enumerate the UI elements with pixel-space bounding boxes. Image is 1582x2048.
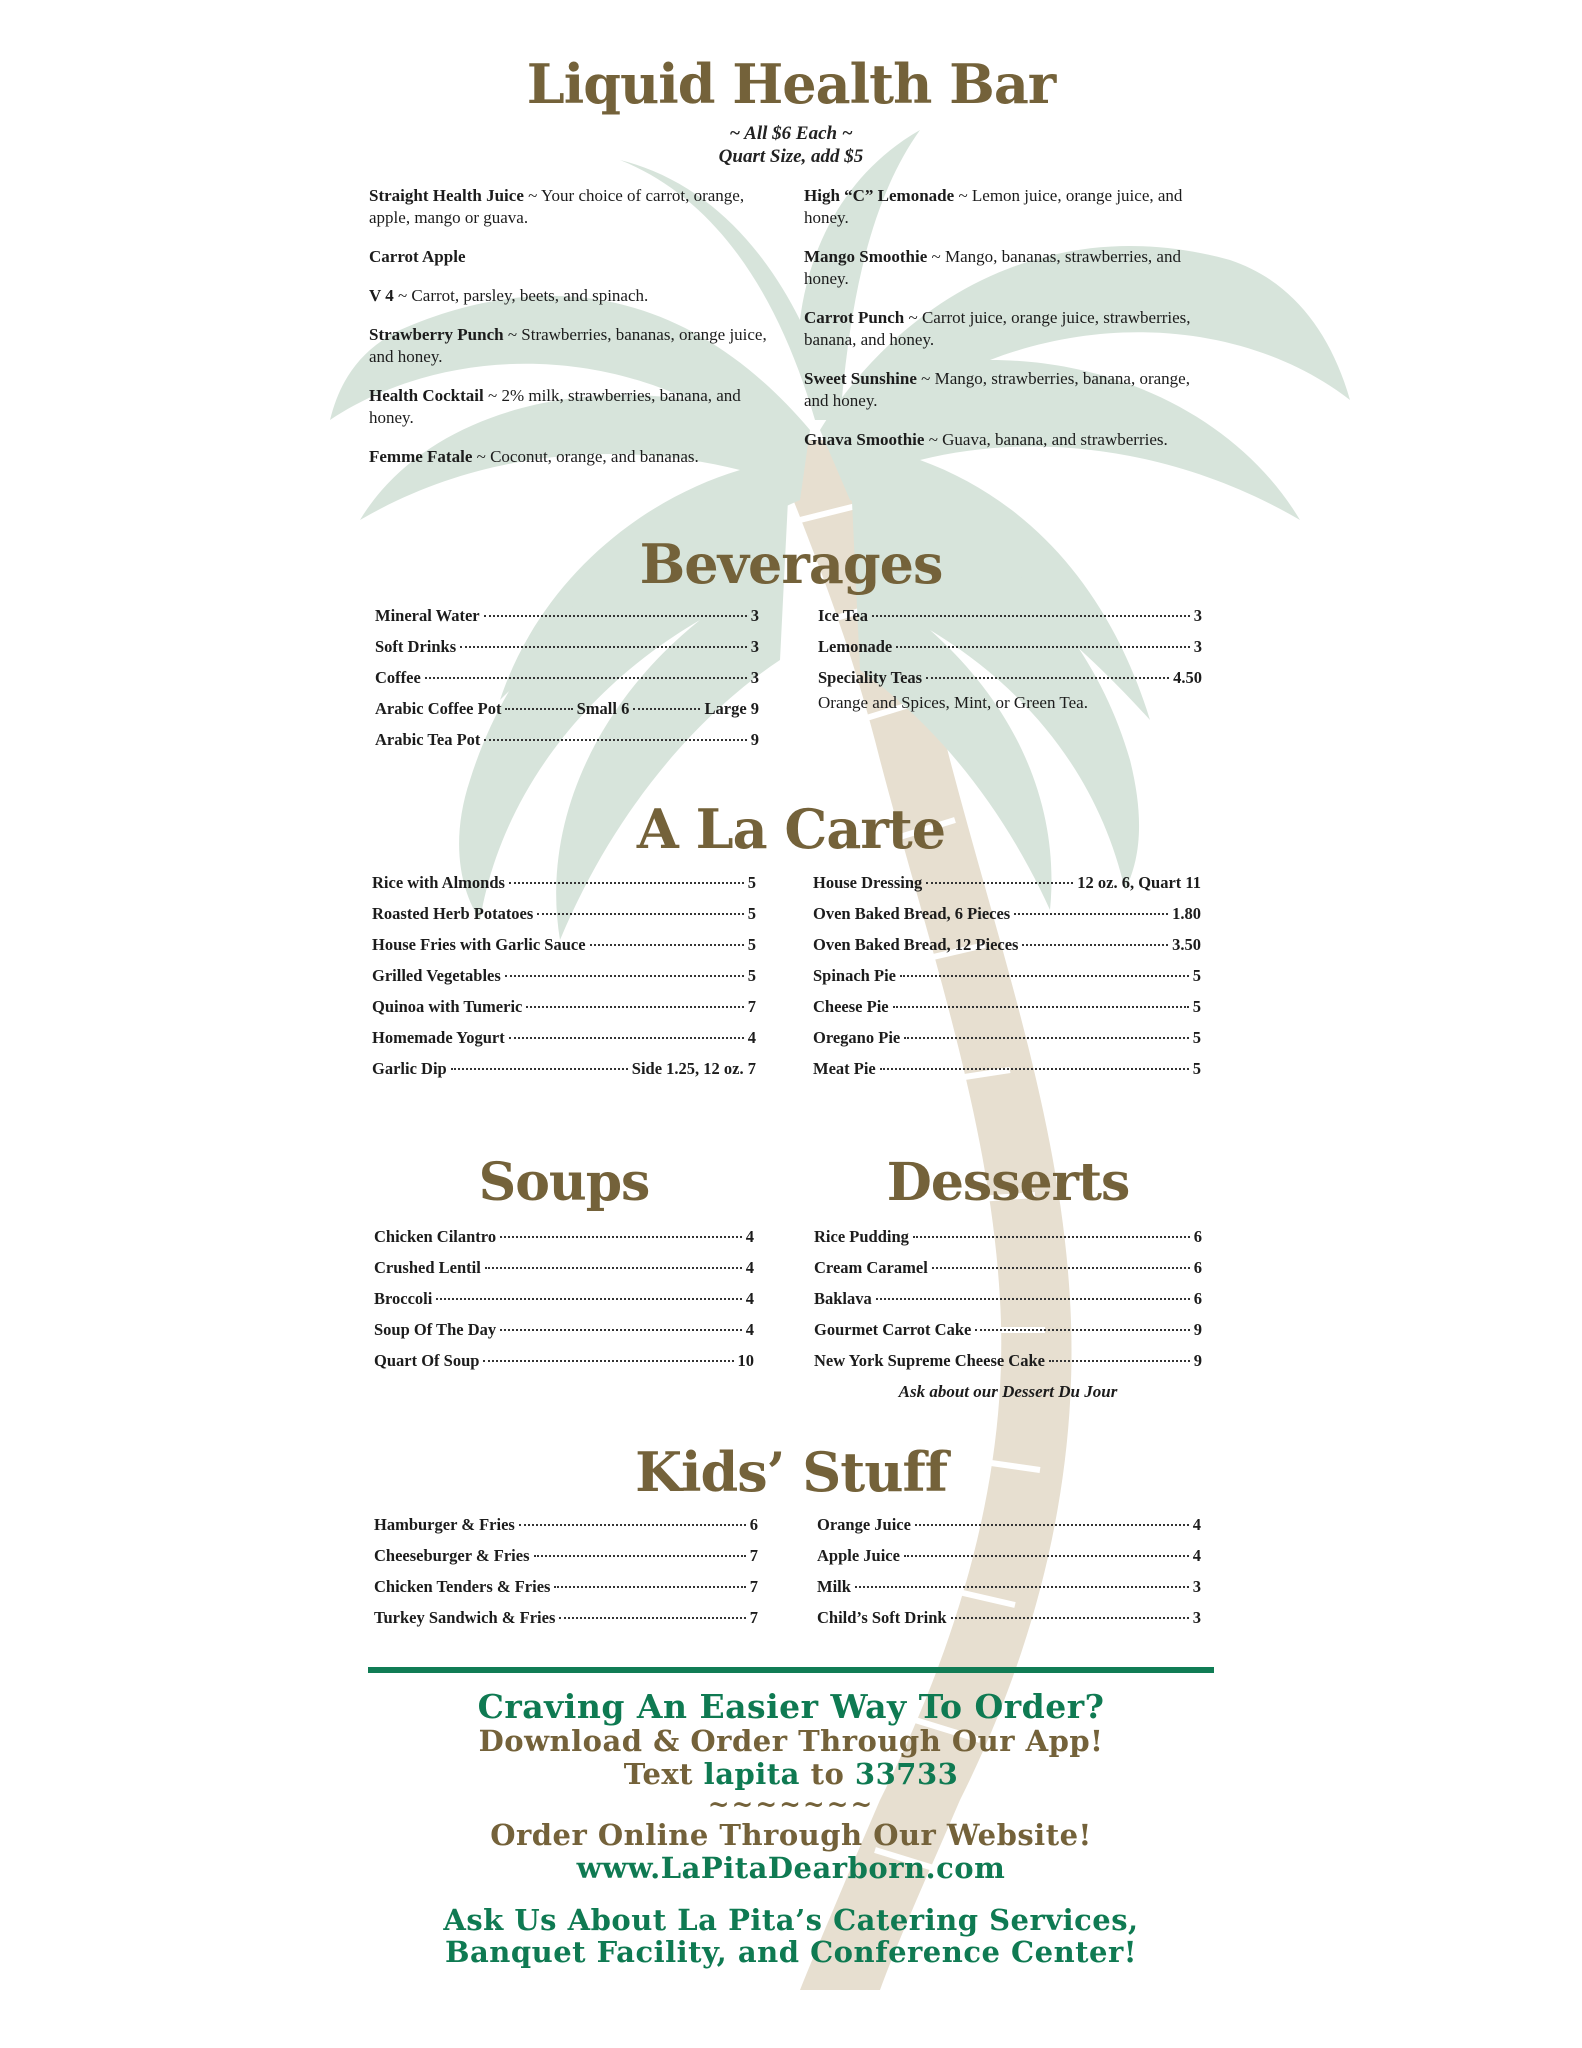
list-item: Oven Baked Bread, 12 Pieces 3.50 bbox=[813, 935, 1201, 954]
order-online-line: Order Online Through Our Website! bbox=[490, 1818, 1092, 1852]
kids-stuff-heading: Kids’ Stuff bbox=[635, 1440, 947, 1504]
list-item: Oregano Pie 5 bbox=[813, 1028, 1201, 1047]
list-item: Roasted Herb Potatoes 5 bbox=[372, 904, 756, 923]
list-item: Speciality Teas 4.50 bbox=[818, 668, 1202, 687]
a-la-carte-right-list bbox=[813, 873, 1201, 1090]
list-item: Turkey Sandwich & Fries 7 bbox=[374, 1608, 758, 1627]
list-item: Broccoli 4 bbox=[374, 1289, 754, 1308]
list-item: Baklava 6 bbox=[814, 1289, 1202, 1308]
liquid-health-bar-heading: Liquid Health Bar bbox=[526, 52, 1056, 116]
a-la-carte-heading: A La Carte bbox=[636, 797, 946, 861]
list-item: Rice Pudding 6 bbox=[814, 1227, 1202, 1246]
promo-headline: Craving An Easier Way To Order? bbox=[477, 1687, 1105, 1726]
juice-item: Strawberry Punch ~ Strawberries, bananas, orange juice, and honey. bbox=[369, 325, 767, 366]
list-item: Gourmet Carrot Cake 9 bbox=[814, 1320, 1202, 1339]
list-item: Cheese Pie 5 bbox=[813, 997, 1201, 1016]
list-item: Chicken Cilantro 4 bbox=[374, 1227, 754, 1246]
banquet-line: Banquet Facility, and Conference Center! bbox=[444, 1935, 1138, 1969]
juice-item: Guava Smoothie ~ Guava, banana, and strawberries. bbox=[804, 430, 1168, 449]
juice-item: Sweet Sunshine ~ Mango, strawberries, banana, orange, and honey. bbox=[804, 369, 1190, 410]
list-item: Rice with Almonds 5 bbox=[372, 873, 756, 892]
list-item: Oven Baked Bread, 6 Pieces 1.80 bbox=[813, 904, 1201, 923]
list-item: Cheeseburger & Fries 7 bbox=[374, 1546, 758, 1565]
list-item: Meat Pie 5 bbox=[813, 1059, 1201, 1078]
dessert-du-jour-note: Ask about our Dessert Du Jour bbox=[898, 1382, 1118, 1401]
soups-heading: Soups bbox=[478, 1152, 650, 1213]
list-item: Cream Caramel 6 bbox=[814, 1258, 1202, 1277]
quart-line: Quart Size, add $5 bbox=[718, 146, 864, 167]
juice-item: V 4 ~ Carrot, parsley, beets, and spinach. bbox=[369, 286, 649, 305]
list-item: Quart Of Soup 10 bbox=[374, 1351, 754, 1370]
text-order-line: Text lapita to 33733 bbox=[623, 1757, 959, 1791]
tea-note: Orange and Spices, Mint, or Green Tea. bbox=[818, 693, 1088, 712]
list-item: Orange Juice 4 bbox=[817, 1515, 1201, 1534]
list-item: Arabic Coffee Pot Small 6 Large 9 bbox=[375, 699, 760, 718]
a-la-carte-left-list bbox=[372, 873, 756, 1090]
juice-item: Straight Health Juice ~ Your choice of carrot, orange, apple, mango or guava. bbox=[369, 186, 745, 227]
juice-item: Femme Fatale ~ Coconut, orange, and bananas. bbox=[369, 447, 699, 466]
list-item: Grilled Vegetables 5 bbox=[372, 966, 756, 985]
list-item: Crushed Lentil 4 bbox=[374, 1258, 754, 1277]
text-number: 33733 bbox=[854, 1757, 959, 1791]
beverages-left-list bbox=[375, 606, 759, 761]
list-item: Coffee 3 bbox=[375, 668, 759, 687]
list-item: Spinach Pie 5 bbox=[813, 966, 1201, 985]
catering-line: Ask Us About La Pita’s Catering Services, bbox=[443, 1903, 1139, 1937]
website-link[interactable]: www.LaPitaDearborn.com bbox=[576, 1851, 1006, 1885]
kids-left-list bbox=[374, 1515, 758, 1639]
liquid-bar-left-column bbox=[369, 185, 781, 485]
list-item: New York Supreme Cheese Cake 9 bbox=[814, 1351, 1202, 1370]
list-item: Lemonade 3 bbox=[818, 637, 1202, 656]
soups-list bbox=[374, 1227, 754, 1382]
price-line: ~ All $6 Each ~ bbox=[729, 123, 853, 144]
list-item: Hamburger & Fries 6 bbox=[374, 1515, 758, 1534]
juice-item: Carrot Apple bbox=[369, 247, 466, 266]
beverages-heading: Beverages bbox=[639, 532, 943, 596]
list-item: Child’s Soft Drink 3 bbox=[817, 1608, 1201, 1627]
text-code: lapita bbox=[703, 1757, 800, 1791]
desserts-heading: Desserts bbox=[886, 1152, 1130, 1213]
beverages-right-list bbox=[818, 606, 1202, 713]
liquid-bar-right-column bbox=[804, 185, 1216, 468]
list-item: Apple Juice 4 bbox=[817, 1546, 1201, 1565]
list-item: Mineral Water 3 bbox=[375, 606, 759, 625]
list-item: House Fries with Garlic Sauce 5 bbox=[372, 935, 756, 954]
list-item: House Dressing 12 oz. 6, Quart 11 bbox=[813, 873, 1201, 892]
juice-item: High “C” Lemonade ~ Lemon juice, orange juice, and honey. bbox=[804, 186, 1183, 227]
juice-item: Health Cocktail ~ 2% milk, strawberries, banana, and honey. bbox=[369, 386, 741, 427]
juice-item: Carrot Punch ~ Carrot juice, orange juice, strawberries, banana, and honey. bbox=[804, 308, 1191, 349]
list-item: Milk 3 bbox=[817, 1577, 1201, 1596]
kids-right-list bbox=[817, 1515, 1201, 1639]
list-item: Quinoa with Tumeric 7 bbox=[372, 997, 756, 1016]
section-divider bbox=[368, 1667, 1214, 1673]
list-item: Soup Of The Day 4 bbox=[374, 1320, 754, 1339]
list-item: Ice Tea 3 bbox=[818, 606, 1202, 625]
list-item: Soft Drinks 3 bbox=[375, 637, 759, 656]
app-download-line: Download & Order Through Our App! bbox=[478, 1724, 1104, 1758]
list-item: Chicken Tenders & Fries 7 bbox=[374, 1577, 758, 1596]
list-item: Homemade Yogurt 4 bbox=[372, 1028, 756, 1047]
list-item: Arabic Tea Pot 9 bbox=[375, 730, 759, 749]
list-item: Garlic Dip Side 1.25, 12 oz. 7 bbox=[372, 1059, 756, 1078]
desserts-list bbox=[814, 1227, 1202, 1402]
tilde-divider: ~~~~~~~ bbox=[707, 1790, 875, 1820]
juice-item: Mango Smoothie ~ Mango, bananas, strawberries, and honey. bbox=[804, 247, 1181, 288]
